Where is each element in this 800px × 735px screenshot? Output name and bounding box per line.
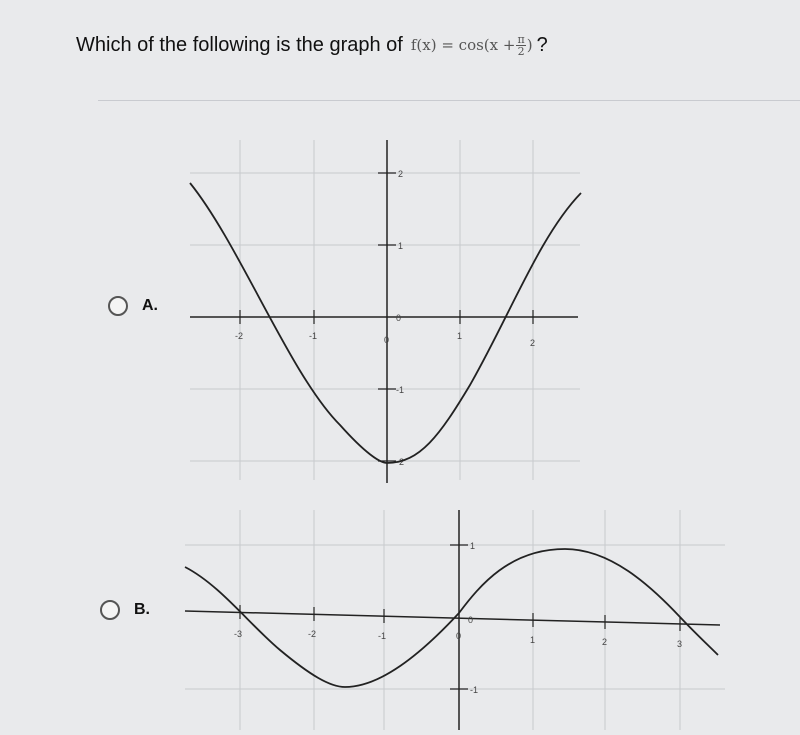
- graph-a-xtick-1: 1: [457, 331, 463, 341]
- option-b[interactable]: [100, 600, 150, 620]
- graph-b-xtick-0: 0: [456, 631, 462, 641]
- formula-fraction: [516, 34, 525, 57]
- question-text: [76, 32, 548, 58]
- graph-b-xtick-2: 2: [602, 637, 608, 647]
- option-a[interactable]: [108, 296, 158, 316]
- graph-b-xtick-1: 1: [530, 635, 536, 645]
- graph-b-ticks: [240, 545, 683, 689]
- graph-b-xtick-3: 3: [677, 639, 683, 649]
- graph-a-xtick-2: 2: [530, 338, 536, 348]
- fraction-numerator: π: [517, 32, 525, 46]
- graph-a-ytick-1: 1: [398, 241, 404, 251]
- graph-a-xtick-neg1: -1: [309, 331, 318, 341]
- graph-a-xtick-0: 0: [384, 335, 390, 345]
- formula-lhs: f(x) = cos(x +: [410, 36, 516, 54]
- graph-b-xtick-neg2: -2: [308, 629, 317, 639]
- formula: [411, 32, 533, 58]
- graph-a: [180, 135, 590, 485]
- graph-a-ytick-0: 0: [396, 313, 402, 323]
- fraction-denominator: 2: [517, 44, 525, 58]
- graph-b-xtick-neg3: -3: [234, 629, 243, 639]
- graph-a-ytick-neg1: -1: [396, 385, 405, 395]
- graph-b-ytick-0: 0: [468, 615, 474, 625]
- graph-a-grid: [190, 140, 580, 480]
- graph-b-ytick-neg1: -1: [470, 685, 479, 695]
- formula-close: ): [526, 36, 533, 54]
- graph-a-ytick-neg2: -2: [396, 457, 405, 467]
- option-a-label: A.: [142, 297, 158, 314]
- graph-a-xtick-neg2: -2: [235, 331, 244, 341]
- divider: [98, 100, 800, 101]
- radio-button-a[interactable]: [108, 296, 128, 316]
- graph-b-x-axis: [185, 611, 720, 625]
- radio-button-b[interactable]: [100, 600, 120, 620]
- question-prompt: Which of the following is the graph of: [76, 34, 403, 56]
- graph-b-grid: [185, 510, 725, 730]
- graph-b-xtick-neg1: -1: [378, 631, 387, 641]
- question-mark: ?: [536, 34, 548, 56]
- graph-b-ytick-1: 1: [470, 541, 476, 551]
- graph-b: [180, 505, 740, 735]
- option-b-label: B.: [134, 601, 150, 618]
- graph-a-ytick-2: 2: [398, 169, 404, 179]
- graph-a-curve: [190, 183, 581, 463]
